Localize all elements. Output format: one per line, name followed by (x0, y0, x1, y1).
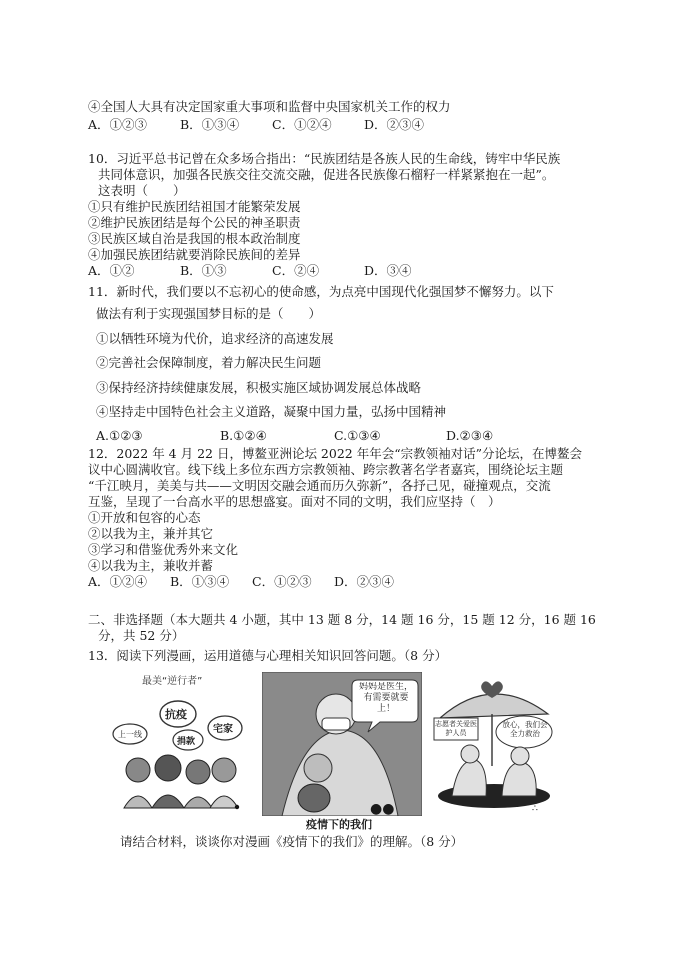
q11-stem-2: 做法有利于实现强国梦目标的是（ ） (96, 306, 322, 321)
q12-choice-a: A．①②④ (88, 574, 148, 589)
q12-item-2: ②以我为主，兼并其它 (88, 526, 214, 541)
q10-choice-b: B．①③ (180, 263, 227, 278)
q11-stem-1: 11．新时代，我们要以不忘初心的使命感，为点亮中国现代化强国梦不懈努力。以下 (88, 284, 554, 299)
q11-item-4: ④坚持走中国特色社会主义道路，凝聚中国力量，弘扬中国精神 (96, 404, 447, 419)
cartoon3-umbrella (440, 694, 548, 718)
cartoon3-box-text: 志愿者关爱医护人员 (435, 720, 477, 737)
q10-item-4: ④加强民族团结就要消除民族间的差异 (88, 247, 301, 262)
cartoon1-bubble-stayhome: 宅家 (213, 724, 233, 735)
cartoon-caption: 疫情下的我们 (306, 818, 372, 831)
q12-item-3: ③学习和借鉴优秀外来文化 (88, 542, 239, 557)
cartoon1-dot (235, 805, 239, 809)
q13-stem: 13．阅读下列漫画，运用道德与心理相关知识回答问题。（8 分） (88, 648, 448, 663)
q10-item-1: ①只有维护民族团结祖国才能繁荣发展 (88, 199, 301, 214)
cartoon2-teddy-bear (298, 784, 330, 812)
q9-item-4: ④全国人大具有决定国家重大事项和监督中央国家机关工作的权力 (88, 99, 451, 114)
q11-choices (96, 428, 493, 444)
q12-item-4: ④以我为主，兼收并蓄 (88, 558, 214, 573)
cartoon1-bubble-fight: 抗疫 (165, 708, 187, 721)
cartoon3-dots: ∴ (532, 804, 538, 812)
cartoon1-title: 最美“逆行者” (142, 676, 203, 687)
cartoon2-speech: 妈妈是医生，有需要就要上！ (358, 682, 413, 714)
q9-choices (88, 117, 424, 133)
q9-choice-c: C．①②④ (272, 117, 332, 132)
q9-choice-a: A．①②③ (88, 117, 148, 132)
q11-item-1: ①以牺牲环境为代价，追求经济的高速发展 (96, 331, 334, 346)
cartoon-doctor-mother (262, 672, 422, 816)
cartoon-volunteer-umbrella (432, 670, 562, 812)
q10-item-2: ②维护民族团结是每个公民的神圣职责 (88, 215, 301, 230)
q12-item-1: ①开放和包容的心态 (88, 510, 201, 525)
q9-choice-b: B．①③④ (180, 117, 240, 132)
q10-choice-d: D．③④ (364, 263, 412, 278)
cartoon2-child-head (304, 754, 332, 782)
q10-stem-1: 10．习近平总书记曾在众多场合指出：“民族团结是各族人民的生命线，铸牢中华民族 (88, 151, 561, 166)
q10-item-3: ③民族区域自治是我国的根本政治制度 (88, 231, 301, 246)
q12-stem-4: 互鉴，呈现了一台高水平的思想盛宴。面对不同的文明，我们应坚持（ ） (88, 494, 501, 509)
cartoon1-figures (124, 755, 238, 808)
q11-item-3: ③保持经济持续健康发展，积极实施区域协调发展总体战略 (96, 380, 422, 395)
cartoon1-bubble-frontline: 上一线 (118, 730, 142, 739)
q12-choice-b: B．①③④ (170, 574, 230, 589)
cartoon3-speech: 放心，我们会全力救治 (502, 720, 548, 738)
q12-choice-d: D．②③④ (334, 574, 395, 589)
q11-choice-d: D.②③④ (446, 428, 494, 443)
cartoon-retrograde-heroes (110, 668, 250, 812)
q10-choice-c: C．②④ (272, 263, 320, 278)
q10-stem-3: 这表明（ ） (98, 183, 186, 198)
q11-choice-c: C.①③④ (334, 428, 381, 443)
q10-choice-a: A．①② (88, 263, 135, 278)
q11-choice-a: A.①②③ (96, 428, 143, 443)
section2-heading-2: 分，共 52 分） (98, 628, 185, 643)
cartoon2-mask (322, 718, 350, 730)
q11-choice-b: B.①②④ (220, 428, 267, 443)
q12-choice-c: C．①②③ (252, 574, 312, 589)
q12-stem-3: “千江映月，美美与共——文明因交融会通而历久弥新”，各抒己见，碰撞观点，交流 (88, 478, 551, 493)
cartoon2-dots: ●● (370, 801, 395, 817)
q12-stem-2: 议中心圆满收官。线下线上多位东西方宗教领袖、跨宗教著名学者嘉宾，围绕论坛主题 (88, 462, 564, 477)
q9-choice-d: D．②③④ (364, 117, 425, 132)
cartoon1-bubble-donate: 捐款 (177, 737, 196, 747)
q13-prompt: 请结合材料，谈谈你对漫画《疫情下的我们》的理解。（8 分） (120, 834, 464, 849)
q12-stem-1: 12．2022 年 4 月 22 日，博鳌亚洲论坛 2022 年年会“宗教领袖对话”分论坛，在博鳌会 (88, 446, 582, 461)
q10-choices (88, 263, 412, 279)
section2-heading-1: 二、非选择题（本大题共 4 小题，其中 13 题 8 分，14 题 16 分，15 题 12 分，16 题 16 (88, 612, 596, 627)
q11-item-2: ②完善社会保障制度，着力解决民生问题 (96, 355, 322, 370)
q10-stem-2: 共同体意识，加强各民族交往交流交融，促进各民族像石榴籽一样紧紧抱在一起”。 (98, 167, 555, 182)
q12-choices (88, 574, 394, 590)
